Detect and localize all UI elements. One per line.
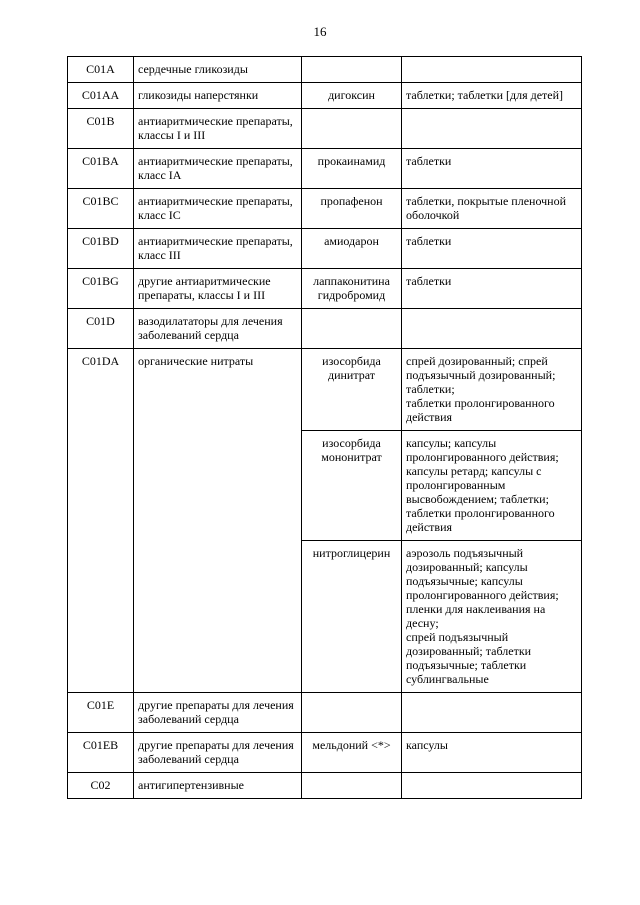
table-row — [68, 733, 582, 773]
atc-code: C01BC — [68, 189, 134, 229]
atc-code: C01BD — [68, 229, 134, 269]
dosage-form: таблетки, покрытые пленочной оболочкой — [402, 189, 582, 229]
atc-code: C01BA — [68, 149, 134, 189]
group-name: гликозиды наперстянки — [134, 83, 302, 109]
dosage-form-line: капсулы; капсулы пролонгированного действия; капсулы ретард; капсулы с пролонгированным высвобождением; таблетки; таблетки пролонгированного действия — [406, 436, 559, 534]
dosage-form-line: аэрозоль подъязычный дозированный; капсулы подъязычные; капсулы пролонгированного действия; пленки для наклеивания на десну; — [406, 546, 559, 630]
dosage-form — [402, 57, 582, 83]
table-row — [68, 57, 582, 83]
group-name: антигипертензивные — [134, 773, 302, 799]
dosage-form — [402, 431, 582, 541]
atc-code: C01A — [68, 57, 134, 83]
atc-code: C01D — [68, 309, 134, 349]
atc-code: C02 — [68, 773, 134, 799]
drug-name — [302, 693, 402, 733]
group-name: антиаритмические препараты, классы I и III — [134, 109, 302, 149]
drug-name: изосорбида динитрат — [302, 349, 402, 431]
dosage-form — [402, 773, 582, 799]
atc-code: C01AA — [68, 83, 134, 109]
table-row — [68, 149, 582, 189]
drug-name: амиодарон — [302, 229, 402, 269]
dosage-form-line: спрей подъязычный дозированный; таблетки подъязычные; таблетки сублингвальные — [406, 630, 532, 686]
atc-code: C01B — [68, 109, 134, 149]
group-name: антиаритмические препараты, класс IC — [134, 189, 302, 229]
group-name: антиаритмические препараты, класс IA — [134, 149, 302, 189]
dosage-form-line: спрей дозированный; спрей подъязычный дозированный; — [406, 354, 556, 382]
table-row — [68, 773, 582, 799]
dosage-form: таблетки — [402, 149, 582, 189]
table-row — [68, 189, 582, 229]
table-row — [68, 349, 582, 431]
table-row — [68, 309, 582, 349]
dosage-form: таблетки — [402, 269, 582, 309]
table-row — [68, 693, 582, 733]
atc-drug-table — [67, 56, 582, 799]
drug-name: мельдоний <*> — [302, 733, 402, 773]
atc-code: C01EB — [68, 733, 134, 773]
drug-name: дигоксин — [302, 83, 402, 109]
group-name: органические нитраты — [134, 349, 302, 693]
dosage-form-line: таблетки пролонгированного действия — [406, 396, 555, 424]
dosage-form: таблетки — [402, 229, 582, 269]
drug-name: нитроглицерин — [302, 541, 402, 693]
dosage-form-line: таблетки; — [406, 382, 455, 396]
dosage-form: таблетки; таблетки [для детей] — [402, 83, 582, 109]
group-name: вазодилататоры для лечения заболеваний сердца — [134, 309, 302, 349]
dosage-form: капсулы — [402, 733, 582, 773]
drug-name — [302, 109, 402, 149]
dosage-form — [402, 349, 582, 431]
drug-name: изосорбида мононитрат — [302, 431, 402, 541]
dosage-form — [402, 693, 582, 733]
atc-code: C01DA — [68, 349, 134, 693]
dosage-form — [402, 109, 582, 149]
dosage-form — [402, 309, 582, 349]
group-name: сердечные гликозиды — [134, 57, 302, 83]
drug-name — [302, 57, 402, 83]
drug-name — [302, 309, 402, 349]
table-row — [68, 229, 582, 269]
table-row — [68, 269, 582, 309]
atc-code: C01BG — [68, 269, 134, 309]
group-name: другие препараты для лечения заболеваний сердца — [134, 693, 302, 733]
group-name: другие антиаритмические препараты, классы I и III — [134, 269, 302, 309]
table-row — [68, 83, 582, 109]
dosage-form — [402, 541, 582, 693]
atc-code: C01E — [68, 693, 134, 733]
group-name: другие препараты для лечения заболеваний сердца — [134, 733, 302, 773]
drug-name: прокаинамид — [302, 149, 402, 189]
table-row — [68, 109, 582, 149]
drug-name: лаппаконитина гидробромид — [302, 269, 402, 309]
drug-name — [302, 773, 402, 799]
page-number: 16 — [313, 24, 327, 39]
group-name: антиаритмические препараты, класс III — [134, 229, 302, 269]
drug-name: пропафенон — [302, 189, 402, 229]
